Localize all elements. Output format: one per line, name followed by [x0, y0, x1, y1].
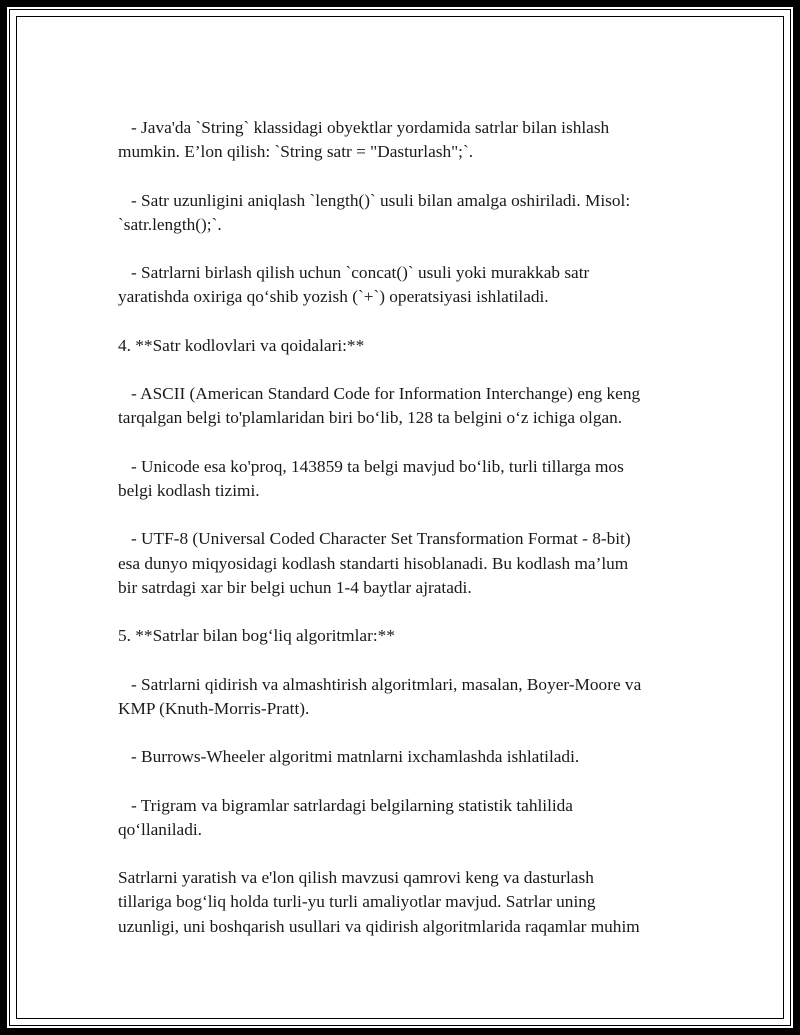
- paragraph-length-method: - Satr uzunligini aniqlash `length()` usuli bilan amalga oshiriladi. Misol: `satr.length();`.: [118, 190, 631, 234]
- section-heading-algorithms: 5. **Satrlar bilan bog‘liq algoritmlar:**: [118, 626, 395, 646]
- document-body: [118, 116, 693, 939]
- paragraph-conclusion: Satrlarni yaratish va e'lon qilish mavzusi qamrovi keng va dasturlash tillariga bog‘liq holda turli-yu turli amaliyotlar mavjud. Satrlar uning uzunligi, uni boshqarish usullari va qidirish algoritmlarida raqamlar muhim: [118, 868, 640, 936]
- paragraph-java-string: - Java'da `String` klassidagi obyektlar yordamida satrlar bilan ishlash mumkin. E’lon qilish: `String satr = "Dasturlash";`.: [118, 118, 610, 162]
- paragraph-ascii: - ASCII (American Standard Code for Information Interchange) eng keng tarqalgan belgi to'plamlaridan biri bo‘lib, 128 ta belgini o‘z ichiga olgan.: [118, 384, 641, 428]
- paragraph-burrows-wheeler: - Burrows-Wheeler algoritmi matnlarni ixchamlashda ishlatiladi.: [118, 747, 580, 767]
- paragraph-trigram: - Trigram va bigramlar satrlardagi belgilarning statistik tahlilida qo‘llaniladi.: [118, 795, 573, 839]
- paragraph-search-algorithms: - Satrlarni qidirish va almashtirish algoritmlari, masalan, Boyer-Moore va KMP (Knuth-Morris-Pratt).: [118, 674, 642, 718]
- section-heading-encodings: 4. **Satr kodlovlari va qoidalari:**: [118, 335, 365, 355]
- paragraph-concat-method: - Satrlarni birlash qilish uchun `concat()` usuli yoki murakkab satr yaratishda oxiriga qo‘shib yozish (`+`) operatsiyasi ishlatiladi.: [118, 263, 590, 307]
- paragraph-unicode: - Unicode esa ko'proq, 143859 ta belgi mavjud bo‘lib, turli tillarga mos belgi kodlash tizimi.: [118, 456, 624, 500]
- paragraph-utf8: - UTF-8 (Universal Coded Character Set Transformation Format - 8-bit) esa dunyo miqyosidagi kodlash standarti hisoblanadi. Bu kodlash ma’lum bir satrdagi xar bir belgi uchun 1-4 baytlar ajratadi.: [118, 529, 631, 597]
